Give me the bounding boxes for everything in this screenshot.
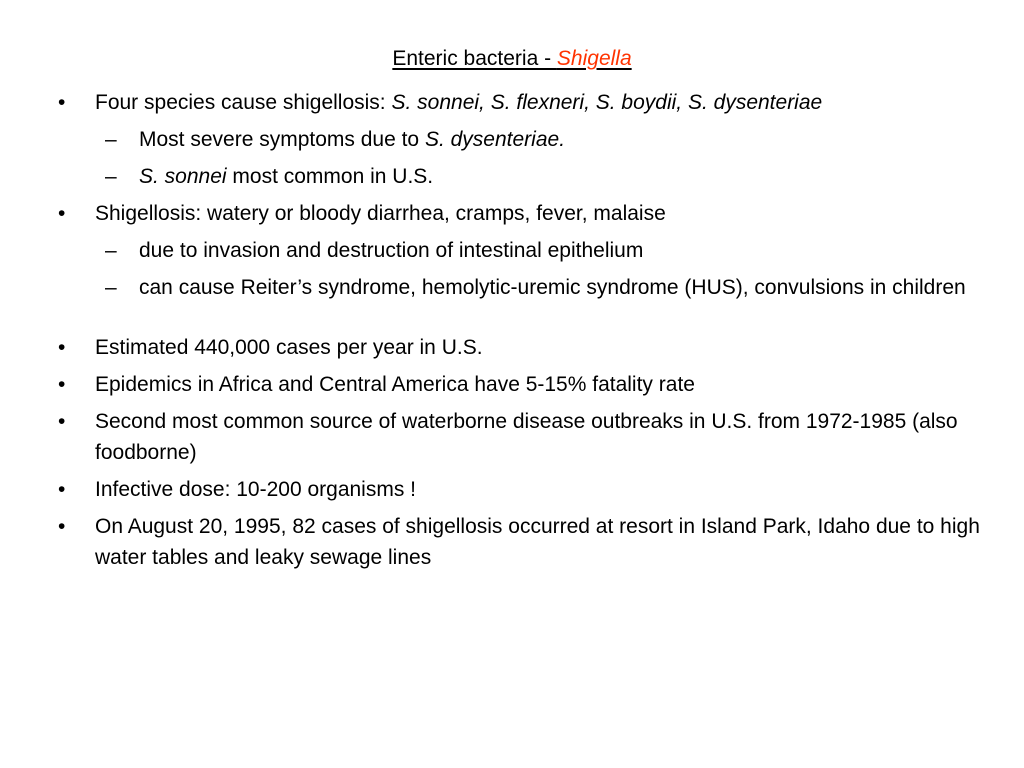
subbullet-text: due to invasion and destruction of intestinal epithelium xyxy=(139,239,644,262)
bullet-marker: • xyxy=(58,373,66,396)
bullet-text: Estimated 440,000 cases per year in U.S. xyxy=(95,336,483,359)
bullet-marker: • xyxy=(58,202,66,225)
title-prefix: Enteric bacteria - xyxy=(392,47,557,70)
spacer xyxy=(0,309,1024,332)
species-name: S. dysenteriae. xyxy=(424,128,566,151)
bullet-text: Epidemics in Africa and Central America have 5-15% fatality rate xyxy=(95,373,695,396)
subbullet-severe xyxy=(0,124,1024,155)
subbullet-reiter xyxy=(0,272,1024,303)
bullet-shigellosis xyxy=(0,198,1024,229)
dash-marker: – xyxy=(105,128,117,151)
dash-marker: – xyxy=(105,165,117,188)
subbullet-text: can cause Reiter’s syndrome, hemolytic-uremic syndrome (HUS), convulsions in children xyxy=(139,276,966,299)
bullet-species xyxy=(0,87,1024,118)
bullet-marker: • xyxy=(58,478,66,501)
bullet-marker: • xyxy=(58,336,66,359)
subbullet-text: Most severe symptoms due to xyxy=(139,128,425,151)
dash-marker: – xyxy=(105,239,117,262)
bullet-text: Four species cause shigellosis: xyxy=(95,91,392,114)
bullet-marker: • xyxy=(58,410,66,433)
bullet-text: Infective dose: 10-200 organisms ! xyxy=(95,478,417,501)
bullet-marker: • xyxy=(58,515,66,538)
bullet-cases xyxy=(0,332,1024,363)
species-name: S. sonnei xyxy=(139,165,227,188)
species-names: S. sonnei, S. flexneri, S. boydii, S. dysenteriae xyxy=(391,91,823,114)
dash-marker: – xyxy=(105,276,117,299)
subbullet-invasion xyxy=(0,235,1024,266)
bullet-idaho xyxy=(0,511,1024,573)
bullet-dose xyxy=(0,474,1024,505)
bullet-text: On August 20, 1995, 82 cases of shigellosis occurred at resort in Island Park, Idaho due to high water tables and leaky sewage lines xyxy=(95,515,980,569)
title-genus: Shigella xyxy=(556,47,632,70)
subbullet-text: most common in U.S. xyxy=(226,165,434,188)
subbullet-common xyxy=(0,161,1024,192)
bullet-waterborne xyxy=(0,406,1024,468)
bullet-text: Second most common source of waterborne disease outbreaks in U.S. from 1972-1985 (also foodborne) xyxy=(95,410,958,464)
bullet-text: Shigellosis: watery or bloody diarrhea, cramps, fever, malaise xyxy=(95,202,666,225)
bullet-epidemics xyxy=(0,369,1024,400)
slide-title xyxy=(0,45,1024,73)
slide-body xyxy=(0,87,1024,579)
bullet-marker: • xyxy=(58,91,66,114)
